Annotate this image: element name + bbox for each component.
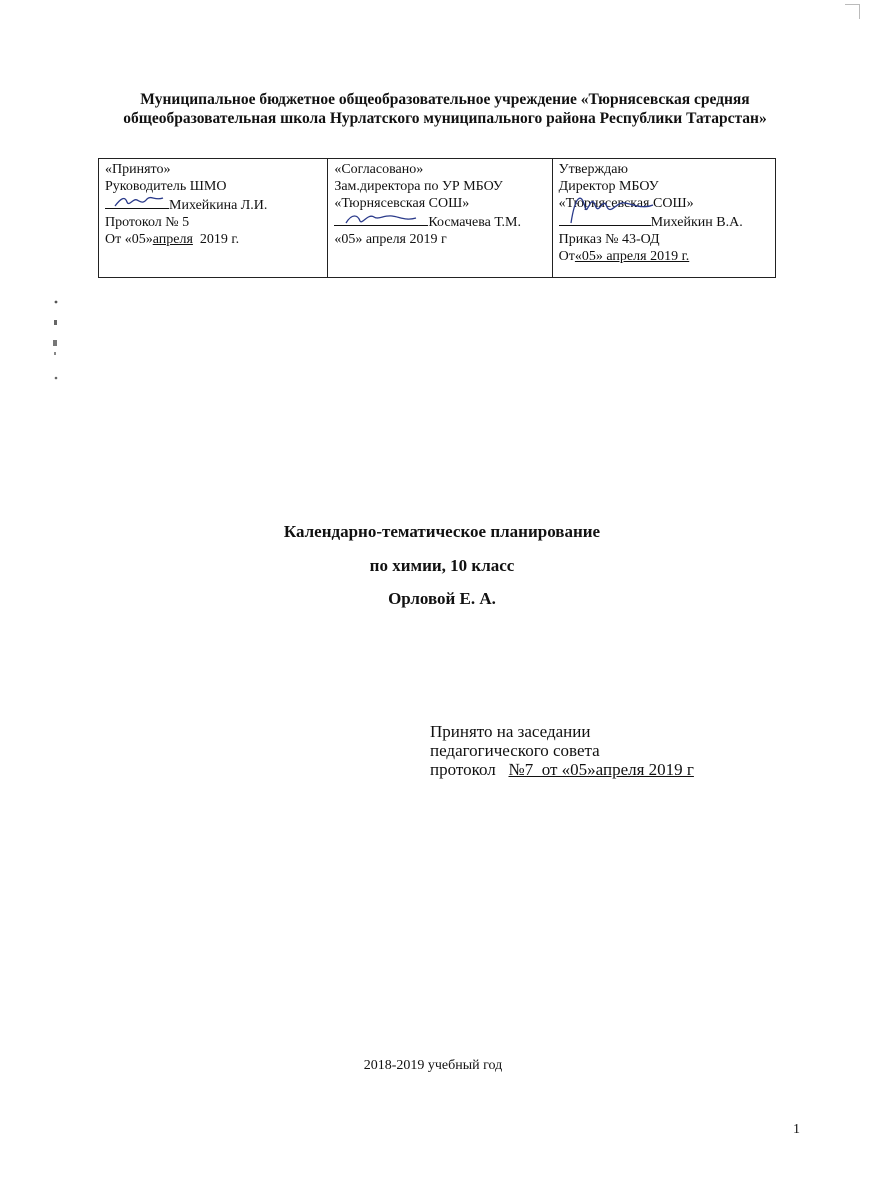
accepted-title: «Принято»: [105, 162, 171, 177]
academic-year: 2018-2019 учебный год: [363, 1058, 503, 1073]
approved-order: Приказ № 43-ОД: [558, 232, 660, 247]
handwritten-signature-icon: [565, 187, 657, 227]
accepted-date-year: 2019 г.: [199, 232, 240, 247]
page-corner-mark: [845, 4, 860, 19]
agreed-title: «Согласовано»: [334, 162, 424, 177]
agreed-role: Зам.директора по УР МБОУ: [334, 179, 503, 194]
signature-blank: [334, 212, 428, 226]
agreed-signature-line: [334, 212, 545, 231]
council-protocol-number: №7 от «05»апреля 2019 г: [508, 760, 694, 779]
accepted-role: Руководитель ШМО: [105, 179, 227, 194]
page-number: 1: [793, 1122, 800, 1137]
approval-agreed-cell: [328, 159, 552, 277]
council-line-1: Принято на заседании: [430, 722, 591, 741]
council-approval: [430, 722, 694, 779]
approved-school: «Тюрнясевская СОШ»: [558, 196, 694, 211]
handwritten-signature-icon: [111, 192, 167, 210]
approval-table: [98, 158, 776, 278]
council-line-3: [430, 760, 694, 779]
approved-signature-line: [559, 212, 769, 231]
scan-dust-marks: [48, 296, 64, 386]
council-line-2: педагогического совета: [430, 741, 600, 760]
signature-blank: [559, 212, 651, 226]
approved-role: Директор МБОУ: [558, 179, 659, 194]
document-author: Орловой Е. А.: [388, 589, 496, 608]
council-protocol-label: протокол: [430, 760, 509, 779]
agreed-date: «05» апреля 2019 г: [334, 232, 447, 247]
approved-date: [559, 248, 769, 265]
handwritten-signature-icon: [340, 209, 420, 227]
approved-date-value: «05» апреля 2019 г.: [574, 249, 690, 264]
approved-date-prefix: От: [558, 249, 575, 264]
agreed-school: «Тюрнясевская СОШ»: [334, 196, 470, 211]
document-subject: по химии, 10 класс: [369, 556, 515, 575]
accepted-name: Михейкина Л.И.: [169, 198, 268, 213]
document-title: Календарно-тематическое планирование: [283, 522, 601, 541]
accepted-date: [105, 231, 321, 248]
approved-title: Утверждаю: [558, 162, 628, 177]
school-header-line-1: Муниципальное бюджетное общеобразовательное учреждение «Тюрнясевская средняя: [140, 91, 750, 108]
approved-name: Михейкин В.А.: [650, 215, 743, 230]
school-header-line-2: общеобразовательная школа Нурлатского муниципального района Республики Татарстан»: [123, 110, 767, 127]
accepted-protocol: Протокол № 5: [105, 215, 190, 230]
signature-blank: [105, 195, 169, 209]
accepted-date-month: апреля: [152, 232, 193, 247]
accepted-date-prefix: От «05»: [105, 232, 153, 247]
approval-accepted-cell: [99, 159, 328, 277]
approval-approved-cell: [553, 159, 775, 277]
accepted-signature-line: [105, 195, 321, 214]
school-header: [60, 90, 830, 128]
agreed-name: Космачева Т.М.: [428, 215, 521, 230]
